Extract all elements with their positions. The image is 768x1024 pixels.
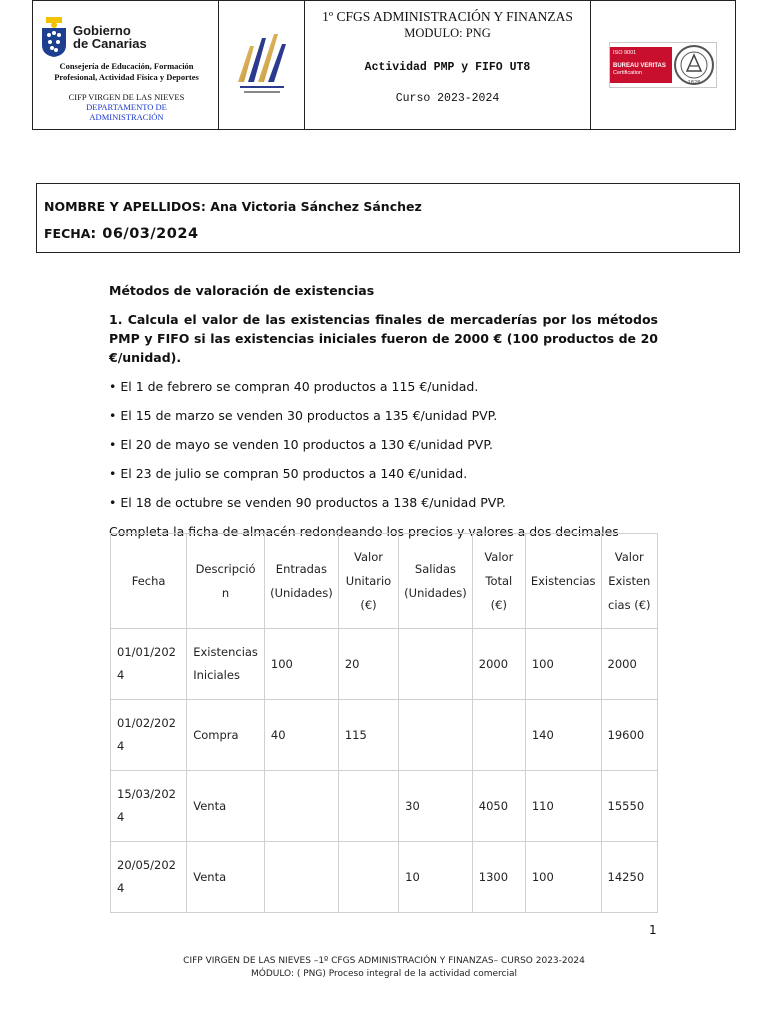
cell-fecha: 20/05/202 4 bbox=[111, 842, 187, 913]
cell-entradas: 40 bbox=[264, 700, 338, 771]
cell-descripcion: Venta bbox=[187, 771, 265, 842]
header-existencias: Existencias bbox=[525, 534, 601, 629]
gov-sub-line1: Consejería de Educación, Formación bbox=[59, 61, 194, 71]
module-label: MODULO: PNG bbox=[404, 26, 491, 40]
exercise-content bbox=[109, 283, 658, 541]
course-title: 1º CFGS ADMINISTRACIÓN Y FINANZAS bbox=[322, 9, 573, 24]
cell-existencias: 110 bbox=[525, 771, 601, 842]
department-line2: ADMINISTRACIÓN bbox=[89, 112, 164, 122]
table-row bbox=[111, 771, 658, 842]
cell-existencias: 100 bbox=[525, 629, 601, 700]
date-label: FECHA bbox=[44, 226, 91, 241]
section-title: Métodos de valoración de existencias bbox=[109, 283, 375, 298]
canarias-shield-icon bbox=[41, 17, 67, 57]
government-block bbox=[33, 1, 219, 129]
page-number: 1 bbox=[649, 923, 657, 937]
cell-entradas: 100 bbox=[264, 629, 338, 700]
bullet-item: • El 15 de marzo se venden 30 productos a 135 €/unidad PVP. bbox=[109, 408, 498, 423]
inventory-ledger-table bbox=[110, 533, 658, 913]
cell-valor-existencias: 2000 bbox=[601, 629, 657, 700]
table-row bbox=[111, 629, 658, 700]
cell-valor-unitario: 20 bbox=[338, 629, 398, 700]
cell-valor-total: 2000 bbox=[472, 629, 525, 700]
cell-salidas: 10 bbox=[399, 842, 473, 913]
cell-entradas bbox=[264, 771, 338, 842]
footer-line1: CIFP VIRGEN DE LAS NIEVES –1º CFGS ADMINISTRACIÓN Y FINANZAS– CURSO 2023-2024 bbox=[183, 956, 585, 966]
cell-descripcion: Existencias Iniciales bbox=[187, 629, 265, 700]
student-name-line bbox=[44, 199, 739, 214]
school-logo-cell bbox=[219, 1, 305, 129]
cell-valor-unitario bbox=[338, 771, 398, 842]
header-valor-total: Valor Total (€) bbox=[472, 534, 525, 629]
government-logo bbox=[41, 17, 212, 57]
certification-logo bbox=[609, 42, 717, 88]
bureau-veritas-seal-icon bbox=[672, 43, 716, 87]
cell-valor-existencias: 15550 bbox=[601, 771, 657, 842]
cell-valor-total: 4050 bbox=[472, 771, 525, 842]
table-row bbox=[111, 700, 658, 771]
cell-salidas bbox=[399, 700, 473, 771]
school-name: CIFP VIRGEN DE LAS NIEVES bbox=[68, 92, 185, 102]
activity-title: Actividad PMP y FIFO UT8 bbox=[364, 61, 531, 74]
document-header bbox=[32, 0, 736, 130]
instruction-text: Completa la ficha de almacén redondeando los precios y valores a dos decimales bbox=[109, 524, 619, 539]
bullet-item: • El 18 de octubre se venden 90 productos a 138 €/unidad PVP. bbox=[109, 495, 506, 510]
gov-name-line1: Gobierno bbox=[73, 23, 131, 38]
cell-existencias: 100 bbox=[525, 842, 601, 913]
footer-line2: MÓDULO: ( PNG) Proceso integral de la actividad comercial bbox=[251, 969, 517, 979]
cell-valor-total: 1300 bbox=[472, 842, 525, 913]
cell-existencias: 140 bbox=[525, 700, 601, 771]
bullet-item: • El 23 de julio se compran 50 productos a 140 €/unidad. bbox=[109, 466, 468, 481]
date-line bbox=[44, 226, 739, 242]
cert-sub: Certification bbox=[613, 70, 643, 76]
cell-valor-existencias: 19600 bbox=[601, 700, 657, 771]
cell-descripcion: Venta bbox=[187, 842, 265, 913]
name-label: NOMBRE Y APELLIDOS: bbox=[44, 199, 206, 214]
header-entradas: Entradas (Unidades) bbox=[264, 534, 338, 629]
bullet-item: • El 20 de mayo se venden 10 productos a 130 €/unidad PVP. bbox=[109, 437, 493, 452]
header-salidas: Salidas (Unidades) bbox=[399, 534, 473, 629]
date-value: : 06/03/2024 bbox=[90, 226, 199, 242]
course-title-block bbox=[305, 1, 591, 129]
header-valor-unitario: Valor Unitario (€) bbox=[338, 534, 398, 629]
cell-descripcion: Compra bbox=[187, 700, 265, 771]
header-fecha: Fecha bbox=[111, 534, 187, 629]
table-row bbox=[111, 842, 658, 913]
cell-valor-unitario bbox=[338, 842, 398, 913]
question-text: 1. Calcula el valor de las existencias finales de mercaderías por los métodos PMP y FIFO si las existencias iniciales fueron de 2000 € (100 productos de 20 €/unidad). bbox=[109, 312, 658, 365]
cert-iso: ISO 9001 bbox=[613, 50, 637, 56]
header-descripcion: Descripció n bbox=[187, 534, 265, 629]
cell-fecha: 15/03/202 4 bbox=[111, 771, 187, 842]
gov-name-line2: de Canarias bbox=[73, 36, 147, 51]
student-info-box bbox=[36, 183, 740, 253]
cell-valor-unitario: 115 bbox=[338, 700, 398, 771]
name-value: Ana Victoria Sánchez Sánchez bbox=[210, 199, 422, 214]
cell-fecha: 01/01/202 4 bbox=[111, 629, 187, 700]
cert-seal-year: 1828 bbox=[687, 80, 701, 86]
document-footer bbox=[0, 955, 768, 981]
cert-name: BUREAU VERITAS bbox=[613, 63, 666, 69]
school-logo-icon bbox=[234, 32, 290, 98]
cell-salidas bbox=[399, 629, 473, 700]
certification-cell bbox=[591, 1, 735, 129]
bullet-item: • El 1 de febrero se compran 40 productos a 115 €/unidad. bbox=[109, 379, 479, 394]
cell-fecha: 01/02/202 4 bbox=[111, 700, 187, 771]
cell-valor-total bbox=[472, 700, 525, 771]
cell-entradas bbox=[264, 842, 338, 913]
table-header-row bbox=[111, 534, 658, 629]
cell-valor-existencias: 14250 bbox=[601, 842, 657, 913]
course-year: Curso 2023-2024 bbox=[395, 92, 500, 105]
department-line1: DEPARTAMENTO DE bbox=[86, 102, 167, 112]
cell-salidas: 30 bbox=[399, 771, 473, 842]
gov-sub-line2: Profesional, Actividad Física y Deportes bbox=[54, 72, 199, 82]
header-valor-existencias: Valor Existen cias (€) bbox=[601, 534, 657, 629]
certification-label bbox=[610, 47, 672, 83]
